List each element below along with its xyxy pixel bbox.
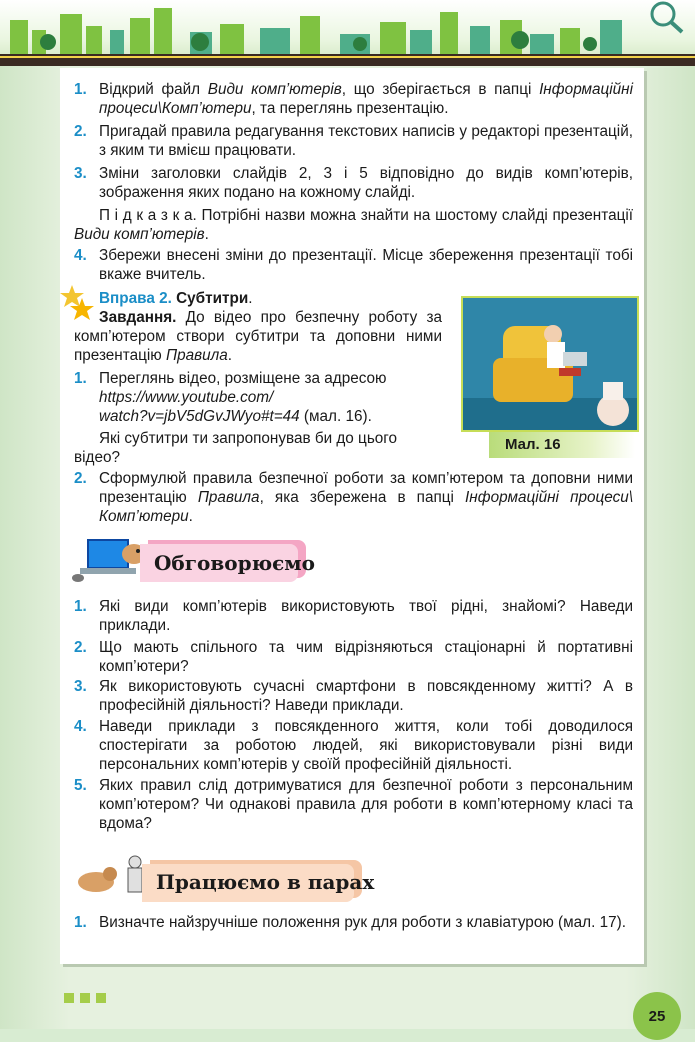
exercise-heading: Вправа 2. Субтитри. [99, 290, 253, 307]
video-url-line2[interactable]: watch?v=jbV5dGvJWyo#t=44 (мал. 16). [99, 408, 372, 425]
step-number: 2. [74, 470, 87, 487]
question-text: Які види комп’ютерів використовують твої рідні, знайомі? Наведи приклади. [99, 598, 633, 634]
task-number: 2. [74, 123, 87, 140]
pairs-item-number: 1. [74, 914, 87, 931]
figure-caption-bar [489, 432, 635, 458]
task-number: 3. [74, 165, 87, 182]
step-number: 1. [74, 370, 87, 387]
video-url[interactable]: https://www.youtube.com/ [99, 389, 274, 406]
task-number: 1. [74, 81, 87, 98]
city-skyline-illustration [0, 0, 695, 66]
magnifier-icon [652, 3, 674, 25]
question-text: Яких правил слід дотримуватися для безпечної роботи з персональним комп’ютером? Чи однакові правила для роботи в комп’ютерному класі та вдома? [99, 777, 633, 832]
question-text: Як використовують сучасні смартфони в повсякденному житті? А в професійній діяльності? Наведи приклади. [99, 678, 633, 714]
step-text: Переглянь відео, розміщене за адресою [99, 370, 387, 387]
task-text: Пригадай правила редагування текстових написів у редакторі презентацій, з яким ти вмієш працювати. [99, 123, 633, 159]
task-text: Зміни заголовки слайдів 2, 3 і 5 відповідно до видів комп’ютерів, зображення яких подано на кожному слайді. [99, 165, 633, 201]
question-text: Наведи приклади з повсякденного життя, коли тобі доводилося спостерігати за роботою людей, які використовували різні види персональних комп’ютерів у своїй професійній діяльності. [99, 718, 633, 773]
video-figure [461, 296, 639, 432]
task-text: Збережи внесені зміни до презентації. Місце збереження презентації тобі вкаже вчитель. [99, 247, 633, 283]
question-number: 5. [74, 777, 87, 794]
question-number: 2. [74, 639, 87, 656]
question-text: Що мають спільного та чим відрізняються стаціонарні й портативні комп’ютери? [99, 639, 633, 675]
question-number: 4. [74, 718, 87, 735]
task-number: 4. [74, 247, 87, 264]
city-banner [0, 0, 695, 66]
question-number: 3. [74, 678, 87, 695]
figure-caption: Мал. 16 [505, 436, 561, 453]
question-number: 1. [74, 598, 87, 615]
video-illustration [463, 298, 637, 430]
step-question: Які субтитри ти запропонував би до цього відео? [74, 430, 398, 466]
decor-squares [64, 990, 112, 1008]
task-text: Відкрий файл Види комп’ютерів, що зберігається в папці Інформаційні процеси\Комп’ютери, та переглянь презентацію. [99, 81, 633, 117]
pairs-heading: Працюємо в парах [156, 870, 375, 894]
page-number: 25 [633, 992, 681, 1040]
pairs-item-text: Визначте найзручніше положення рук для роботи з клавіатурою (мал. 17). [99, 914, 626, 931]
step-text: Сформулюй правила безпечної роботи за комп’ютером та доповни ними презентацію Правила, яка збережена в папці Інформаційні процеси\ Комп’ютери. [99, 470, 633, 525]
exercise-task: Завдання. До відео про безпечну роботу за комп’ютером створи субтитри та доповни ними презентацію Правила. [74, 309, 442, 364]
hint-paragraph: П і д к а з к а. Потрібні назви можна знайти на шостому слайді презентації Види комп’ютерів. [74, 207, 634, 243]
discuss-heading: Обговорюємо [154, 551, 315, 575]
